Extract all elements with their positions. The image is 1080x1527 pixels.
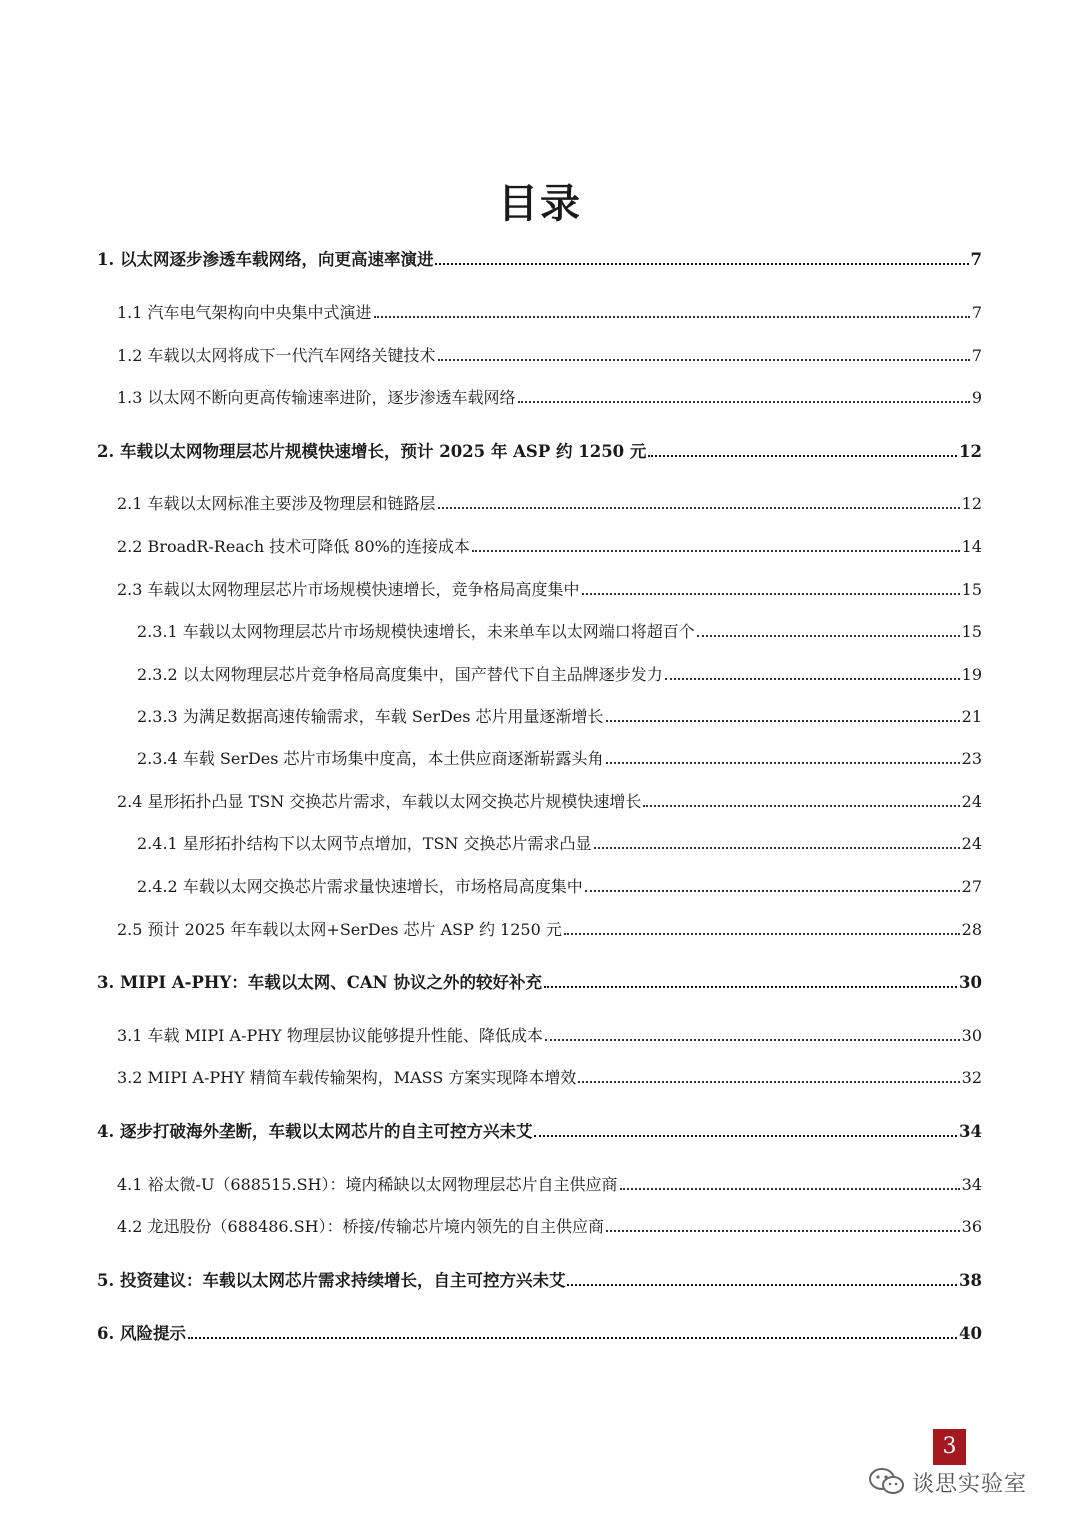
toc-entry-level-1[interactable]: [97, 973, 982, 993]
toc-entry-page: 30: [959, 973, 982, 992]
toc-entry-title: 5. 投资建议：车载以太网芯片需求持续增长，自主可控方兴未艾: [97, 1271, 566, 1290]
toc-entry-page: 34: [961, 1175, 982, 1194]
toc-entry-level-2[interactable]: [117, 388, 982, 408]
toc-entry-title: 1.3 以太网不断向更高传输速率进阶，逐步渗透车载网络: [117, 388, 516, 407]
toc-entry-title: 1. 以太网逐步渗透车载网络，向更高速率演进: [97, 250, 434, 269]
toc-entry-level-2[interactable]: [117, 920, 982, 940]
toc-entry-level-1[interactable]: [97, 442, 982, 462]
toc-entry-page: 7: [970, 250, 982, 269]
toc-entry-level-2[interactable]: [117, 1217, 982, 1237]
toc-dot-leader: [472, 550, 960, 552]
toc-entry-title: 2. 车载以太网物理层芯片规模快速增长，预计 2025 年 ASP 约 1250 元: [97, 442, 647, 461]
toc-entry-page: 21: [961, 707, 982, 726]
toc-entry-page: 7: [971, 346, 982, 365]
toc-entry-level-3[interactable]: [137, 834, 982, 854]
toc-entry-page: 38: [959, 1271, 982, 1290]
toc-entry-title: 2.5 预计 2025 年车载以太网+SerDes 芯片 ASP 约 1250 元: [117, 920, 562, 939]
toc-entry-page: 15: [961, 580, 982, 599]
toc-entry-level-2[interactable]: [117, 346, 982, 366]
toc-entry-title: 2.4 星形拓扑凸显 TSN 交换芯片需求，车载以太网交换芯片规模快速增长: [117, 792, 642, 811]
toc-entry-level-2[interactable]: [117, 537, 982, 557]
toc-entry-level-2[interactable]: [117, 1175, 982, 1195]
toc-dot-leader: [648, 455, 957, 457]
toc-dot-leader: [606, 762, 960, 764]
toc-dot-leader: [545, 1039, 960, 1041]
toc-entry-title: 3.2 MIPI A-PHY 精简车载传输架构，MASS 方案实现降本增效: [117, 1068, 577, 1087]
toc-entry-page: 9: [971, 388, 982, 407]
page-number-badge: 3: [933, 1429, 966, 1465]
toc-dot-leader: [518, 401, 970, 403]
toc-dot-leader: [438, 507, 960, 509]
toc-entry-level-2[interactable]: [117, 792, 982, 812]
toc-entry-page: 24: [961, 792, 982, 811]
toc-dot-leader: [606, 1230, 960, 1232]
toc-entry-title: 2.3.4 车载 SerDes 芯片市场集中度高，本土供应商逐渐崭露头角: [137, 749, 604, 768]
toc-dot-leader: [374, 316, 970, 318]
toc-dot-leader: [578, 1081, 959, 1083]
toc-dot-leader: [665, 678, 960, 680]
toc-dot-leader: [585, 890, 960, 892]
watermark-text: 谈思实验室: [912, 1471, 1028, 1497]
toc-entry-level-3[interactable]: [137, 622, 982, 642]
toc-entry-page: 32: [961, 1068, 982, 1087]
toc-entry-title: 2.1 车载以太网标准主要涉及物理层和链路层: [117, 494, 436, 513]
wechat-icon: [868, 1467, 906, 1497]
toc-entry-page: 28: [961, 920, 982, 939]
toc-entry-title: 4.1 裕太微-U（688515.SH）：境内稀缺以太网物理层芯片自主供应商: [117, 1175, 618, 1194]
toc-entry-page: 27: [961, 877, 982, 896]
toc-dot-leader: [435, 263, 968, 265]
toc-entry-level-1[interactable]: [97, 250, 982, 270]
toc-entry-page: 34: [959, 1122, 982, 1141]
toc-dot-leader: [564, 933, 960, 935]
toc-entry-level-3[interactable]: [137, 749, 982, 769]
watermark: [868, 1462, 1027, 1502]
toc-entry-title: 1.2 车载以太网将成下一代汽车网络关键技术: [117, 346, 436, 365]
toc-entry-title: 1.1 汽车电气架构向中央集中式演进: [117, 303, 372, 322]
toc-entry-level-1[interactable]: [97, 1324, 982, 1344]
toc-entry-level-2[interactable]: [117, 303, 982, 323]
toc-entry-page: 12: [961, 494, 982, 513]
toc-entry-page: 15: [961, 622, 982, 641]
toc-entry-title: 3. MIPI A-PHY：车载以太网、CAN 协议之外的较好补充: [97, 973, 543, 992]
toc-entry-title: 4. 逐步打破海外垄断，车载以太网芯片的自主可控方兴未艾: [97, 1122, 533, 1141]
toc-dot-leader: [534, 1135, 957, 1137]
toc-entry-page: 40: [959, 1324, 982, 1343]
toc-dot-leader: [188, 1337, 957, 1339]
toc-entry-level-1[interactable]: [97, 1122, 982, 1142]
toc-entry-level-2[interactable]: [117, 1026, 982, 1046]
toc-dot-leader: [606, 720, 960, 722]
toc-entry-page: 19: [961, 665, 982, 684]
toc-dot-leader: [438, 359, 970, 361]
toc-entry-title: 2.3 车载以太网物理层芯片市场规模快速增长，竞争格局高度集中: [117, 580, 580, 599]
toc-entry-page: 24: [961, 834, 982, 853]
toc-entry-title: 6. 风险提示: [97, 1324, 186, 1343]
toc-entry-level-1[interactable]: [97, 1271, 982, 1291]
toc-dot-leader: [697, 635, 960, 637]
toc-entry-page: 12: [959, 442, 982, 461]
toc-entry-level-3[interactable]: [137, 665, 982, 685]
toc-entry-title: 4.2 龙迅股份（688486.SH）：桥接/传输芯片境内领先的自主供应商: [117, 1217, 605, 1236]
toc-entry-level-3[interactable]: [137, 707, 982, 727]
toc-dot-leader: [544, 986, 957, 988]
toc-entry-level-2[interactable]: [117, 580, 982, 600]
toc-dot-leader: [582, 593, 960, 595]
toc-dot-leader: [594, 847, 960, 849]
toc-entry-title: 2.3.1 车载以太网物理层芯片市场规模快速增长，未来单车以太网端口将超百个: [137, 622, 695, 641]
toc-dot-leader: [567, 1284, 957, 1286]
toc-entry-level-2[interactable]: [117, 1068, 982, 1088]
toc-entry-page: 14: [961, 537, 982, 556]
toc-dot-leader: [620, 1188, 960, 1190]
toc-entry-level-3[interactable]: [137, 877, 982, 897]
toc-entry-page: 23: [961, 749, 982, 768]
toc-entry-title: 2.4.2 车载以太网交换芯片需求量快速增长，市场格局高度集中: [137, 877, 583, 896]
toc-entry-title: 2.2 BroadR-Reach 技术可降低 80%的连接成本: [117, 537, 470, 556]
toc-entry-page: 7: [971, 303, 982, 322]
toc-dot-leader: [643, 805, 959, 807]
page-title: 目录: [498, 180, 582, 227]
toc-entry-title: 3.1 车载 MIPI A-PHY 物理层协议能够提升性能、降低成本: [117, 1026, 543, 1045]
toc-entry-title: 2.3.2 以太网物理层芯片竞争格局高度集中，国产替代下自主品牌逐步发力: [137, 665, 663, 684]
toc-entry-title: 2.3.3 为满足数据高速传输需求，车载 SerDes 芯片用量逐渐增长: [137, 707, 604, 726]
toc-entry-page: 30: [961, 1026, 982, 1045]
toc-entry-level-2[interactable]: [117, 494, 982, 514]
toc-entry-page: 36: [961, 1217, 982, 1236]
toc-entry-title: 2.4.1 星形拓扑结构下以太网节点增加，TSN 交换芯片需求凸显: [137, 834, 592, 853]
